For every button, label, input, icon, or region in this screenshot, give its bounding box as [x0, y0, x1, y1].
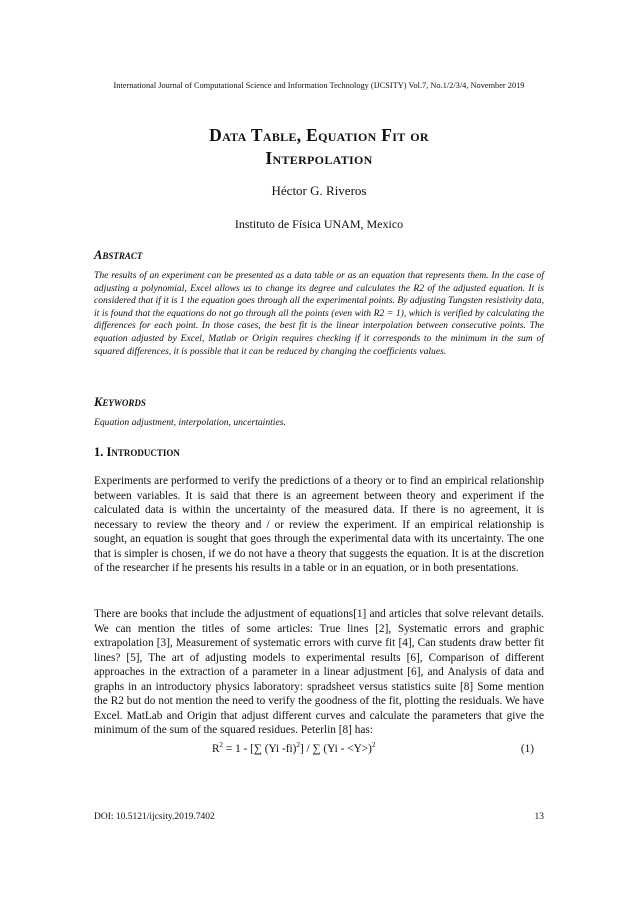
author-affiliation: Instituto de Física UNAM, Mexico	[234, 217, 404, 231]
abstract-text: The results of an experiment can be presented as a data table or as an equation that represents them. In the case of adjusting a polynomial, Excel allows us to change its degree and calculates the R2 of the adjusted equation. It is considered that if it is 1 the equation goes through all the experimental points. By adjusting Tungsten resistivity data, it is found that the equations do not go through all the points (even with R2 = 1), which is verified by calculating the differences for each point. In those cases, the best fit is the linear interpolation between consecutive points. The equation adjusted by Excel, Matlab or Origin requires checking if it corresponds to the minimum in the sum of squared differences, it is possible that it can be reduced by changing the coefficients values.	[94, 270, 544, 357]
equation-part-1-exponent: 2	[296, 741, 300, 749]
keywords-heading: Keywords	[94, 395, 146, 409]
equation-lhs-exponent: 2	[219, 741, 224, 749]
title-line-1: Data Table, Equation Fit or	[209, 125, 429, 145]
equation-formula	[212, 743, 375, 755]
author-name: Héctor G. Riveros	[271, 183, 367, 198]
equation-number: (1)	[520, 743, 534, 755]
abstract-heading: Abstract	[94, 248, 143, 262]
title-line-2: Interpolation	[265, 148, 373, 168]
page-number: 13	[534, 812, 544, 822]
section-title: Introduction	[106, 445, 180, 459]
equation-lhs: R	[212, 743, 220, 755]
intro-paragraph-1: Experiments are performed to verify the predictions of a theory or to find an empirical relationship between variables. It is said that there is an agreement between theory and experiment if the calculated data is within the uncertainty of the measured data. If there is no agreement, it is necessary to review the theory and / or review the experiment. If an empirical relationship is sought, an equation is sought that goes through the experimental data with its uncertainty. The one that is simpler is chosen, if we do not have a theory that suggests the equation. It is at the discretion of the researcher if he presents his results in a table or in an equation, or in both presentations.	[94, 475, 544, 574]
running-header: International Journal of Computational Science and Information Technology (IJCSITY) Vol.7, No.1/2/3/4, November 2019	[113, 81, 525, 90]
section-number: 1.	[94, 445, 104, 459]
equation-part-2: ] / ∑ (Yi - <Y>)	[299, 743, 372, 755]
intro-paragraph-2: There are books that include the adjustment of equations[1] and articles that solve relevant details. We can mention the titles of some articles: True lines [2], Systematic errors and graphic extrapolation [3], Measurement of systematic errors with curve fit [4], Can students draw better fit lines? [5], The art of adjusting models to experimental results [6], Comparison of different approaches in the extraction of a parameter in a linear adjustment [6], and Analysis of data and graphs in an introductory physics laboratory: spradsheet versus statistics suite [8] Some mention the R2 but do not mention the need to verify the goodness of the fit, plotting the residuals. We have Excel. MatLab and Origin that adjust different curves and calculate the parameters that give the minimum of the sum of the squared residues. Peterlin [8] has:	[94, 608, 544, 736]
footer-doi: DOI: 10.5121/ijcsity.2019.7402	[94, 812, 215, 822]
equation-part-1: = 1 - [∑ (Yi -fi)	[223, 743, 297, 755]
equation-part-2-exponent: 2	[371, 741, 376, 749]
introduction-heading	[94, 445, 180, 460]
paper-title	[60, 124, 578, 170]
keywords-text: Equation adjustment, interpolation, uncertainties.	[94, 417, 286, 428]
